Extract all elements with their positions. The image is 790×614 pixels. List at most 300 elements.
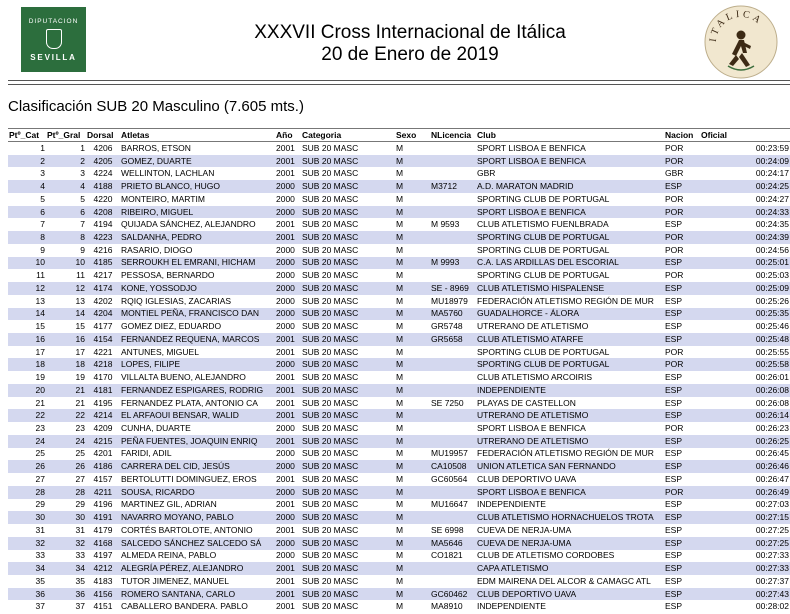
cell-category: SUB 20 MASC	[301, 308, 395, 321]
cell-category: SUB 20 MASC	[302, 499, 359, 510]
cell-pt-gral: 14	[46, 308, 86, 321]
table-row	[8, 320, 790, 333]
cell-nation: ESP	[664, 435, 700, 448]
cell-athlete: GOMEZ DIEZ, EDUARDO	[121, 321, 222, 332]
table-row	[8, 142, 790, 155]
cell-club: INDEPENDIENTE	[477, 499, 546, 510]
cell-category: SUB 20 MASC	[301, 588, 395, 601]
cell-official-time: 00:24:39	[700, 231, 790, 244]
cell-year: 2001	[275, 384, 301, 397]
cell-category: SUB 20 MASC	[301, 562, 395, 575]
cell-year: 2001	[276, 168, 295, 179]
cell-pt-gral: 23	[75, 423, 85, 434]
cell-year: 2001	[276, 397, 295, 408]
classification-subtitle: Clasificación SUB 20 Masculino (7.605 mts.)	[8, 98, 304, 115]
cell-official-time: 00:23:59	[755, 142, 789, 153]
cell-club: SPORTING CLUB DE PORTUGAL	[477, 346, 610, 357]
cell-sex: M	[395, 308, 430, 321]
cell-category: SUB 20 MASC	[302, 270, 359, 281]
cell-club: C.A. LAS ARDILLAS DEL ESCORIAL	[476, 257, 664, 270]
cell-nation: ESP	[664, 180, 700, 193]
cell-dorsal: 4168	[86, 537, 120, 550]
cell-nation: ESP	[665, 321, 683, 332]
cell-year: 2000	[276, 270, 295, 281]
cell-pt-cat: 8	[8, 231, 46, 244]
cell-pt-cat: 16	[8, 333, 46, 346]
cell-dorsal: 4211	[86, 486, 120, 499]
cell-year: 2001	[275, 562, 301, 575]
cell-year: 2001	[276, 524, 295, 535]
cell-category: SUB 20 MASC	[301, 511, 395, 524]
cell-license	[430, 193, 476, 206]
table-row	[8, 346, 790, 359]
cell-nation: ESP	[664, 409, 700, 422]
cell-official-time: 00:27:43	[700, 588, 790, 601]
cell-sex: M	[396, 499, 404, 510]
cell-year: 2000	[275, 358, 301, 371]
cell-pt-cat: 27	[35, 473, 45, 484]
cell-pt-cat: 19	[35, 372, 45, 383]
logo-crest-icon	[46, 29, 62, 49]
cell-category: SUB 20 MASC	[301, 282, 395, 295]
cell-athlete: SALDANHA, PEDRO	[120, 231, 275, 244]
cell-dorsal: 4214	[86, 409, 120, 422]
cell-sex: M	[396, 397, 404, 408]
cell-sex: M	[396, 193, 404, 204]
cell-sex: M	[395, 257, 430, 270]
col-header-pt-gral[interactable]: Ptº_Gral	[46, 129, 86, 142]
cell-nation: ESP	[665, 524, 683, 535]
table-row	[8, 562, 790, 575]
cell-license	[430, 562, 476, 575]
col-header-nacion[interactable]: Nacion	[664, 129, 700, 142]
cell-nation: ESP	[664, 562, 700, 575]
cell-pt-gral: 35	[75, 575, 85, 586]
table-row	[8, 422, 790, 435]
cell-license	[430, 486, 476, 499]
cell-club: UTRERANO DE ATLETISMO	[476, 409, 664, 422]
cell-dorsal: 4174	[86, 282, 120, 295]
cell-license: GR5748	[431, 321, 463, 332]
cell-athlete: RQIQ IGLESIAS, ZACARIAS	[121, 295, 232, 306]
cell-dorsal: 4212	[86, 562, 120, 575]
cell-pt-cat: 3	[40, 168, 45, 179]
diputacion-sevilla-logo	[21, 7, 86, 72]
cell-athlete: CABALLERO BANDERA. PABLO	[121, 601, 248, 612]
cell-year: 2000	[275, 486, 301, 499]
cell-sex: M	[396, 423, 404, 434]
cell-pt-gral: 28	[46, 486, 86, 499]
table-row	[8, 499, 790, 512]
cell-license: M3712	[430, 180, 476, 193]
cell-dorsal: 4216	[93, 244, 113, 255]
cell-official-time: 00:24:09	[700, 155, 790, 168]
col-header-sexo[interactable]: Sexo	[395, 129, 430, 142]
cell-sex: M	[395, 435, 430, 448]
cell-athlete: RIBEIRO, MIGUEL	[120, 206, 275, 219]
cell-club: SPORT LISBOA E BENFICA	[477, 423, 586, 434]
cell-athlete: VILLALTA BUENO, ALEJANDRO	[121, 372, 246, 383]
col-header-pt-cat[interactable]: Ptº_Cat	[8, 129, 46, 142]
cell-year: 2000	[275, 206, 301, 219]
cell-pt-cat: 18	[8, 358, 46, 371]
cell-category: SUB 20 MASC	[301, 486, 395, 499]
cell-athlete: FARIDI, ADIL	[121, 448, 172, 459]
header-rule-top	[8, 80, 790, 81]
table-row	[8, 511, 790, 524]
cell-pt-gral: 13	[75, 295, 85, 306]
cell-sex: M	[396, 346, 404, 357]
cell-nation: ESP	[664, 384, 700, 397]
cell-category: SUB 20 MASC	[302, 448, 359, 459]
cell-club: SPORTING CLUB DE PORTUGAL	[477, 244, 610, 255]
cell-official-time: 00:27:37	[755, 575, 789, 586]
cell-dorsal: 4179	[93, 524, 113, 535]
cell-nation: POR	[664, 155, 700, 168]
cell-club: CUEVA DE NERJA-UMA	[476, 537, 664, 550]
cell-official-time: 00:26:25	[700, 435, 790, 448]
cell-pt-gral: 4	[46, 180, 86, 193]
cell-license: MU16647	[431, 499, 468, 510]
cell-pt-gral: 25	[75, 448, 85, 459]
cell-nation: POR	[664, 358, 700, 371]
cell-pt-gral: 15	[75, 321, 85, 332]
cell-sex: M	[396, 575, 404, 586]
table-row	[8, 473, 790, 486]
cell-dorsal: 4194	[93, 219, 113, 230]
cell-nation: ESP	[665, 219, 683, 230]
cell-pt-gral: 36	[46, 588, 86, 601]
cell-sex: M	[395, 486, 430, 499]
cell-athlete: BARROS, ETSON	[121, 142, 191, 153]
cell-nation: ESP	[665, 601, 683, 612]
cell-sex: M	[396, 448, 404, 459]
cell-license: MU19957	[431, 448, 468, 459]
cell-pt-cat: 14	[8, 308, 46, 321]
table-row	[8, 308, 790, 321]
cell-club: UTRERANO DE ATLETISMO	[477, 321, 589, 332]
cell-club: CAPA ATLETISMO	[476, 562, 664, 575]
cell-year: 2001	[276, 346, 295, 357]
cell-pt-cat: 22	[8, 409, 46, 422]
cell-club: CLUB ATLETISMO HORNACHUELOS TROTA	[476, 511, 664, 524]
table-row	[8, 218, 790, 231]
col-header-nlicencia[interactable]: NLicencia	[430, 129, 476, 142]
cell-year: 2001	[276, 372, 295, 383]
cell-sex: M	[395, 409, 430, 422]
cell-sex: M	[395, 511, 430, 524]
cell-athlete: CORTÉS BARTOLOTE, ANTONIO	[121, 524, 253, 535]
cell-year: 2001	[276, 219, 295, 230]
cell-athlete: FERNANDEZ ESPIGARES, RODRIG	[120, 384, 275, 397]
cell-pt-gral: 11	[76, 270, 85, 281]
cell-athlete: GOMEZ, DUARTE	[120, 155, 275, 168]
cell-pt-gral: 24	[46, 435, 86, 448]
cell-dorsal: 4157	[93, 473, 113, 484]
table-row	[8, 384, 790, 397]
cell-year: 2001	[275, 155, 301, 168]
cell-category: SUB 20 MASC	[302, 601, 359, 612]
cell-dorsal: 4154	[86, 333, 120, 346]
cell-year: 2001	[275, 409, 301, 422]
cell-club: EDM MAIRENA DEL ALCOR & CAMAGC ATL	[477, 575, 651, 586]
cell-year: 2000	[276, 321, 295, 332]
cell-pt-cat: 25	[35, 448, 45, 459]
cell-club: CLUB ATLETISMO ATARFE	[476, 333, 664, 346]
cell-club: GUADALHORCE - ÁLORA	[476, 308, 664, 321]
cell-pt-cat: 26	[8, 460, 46, 473]
cell-category: SUB 20 MASC	[301, 460, 395, 473]
table-row	[8, 244, 790, 257]
table-row	[8, 231, 790, 244]
cell-pt-cat: 11	[36, 270, 45, 281]
cell-athlete: ROMERO SANTANA, CARLO	[120, 588, 275, 601]
cell-dorsal: 4188	[86, 180, 120, 193]
cell-pt-gral: 37	[75, 601, 85, 612]
cell-official-time: 00:24:17	[755, 168, 789, 179]
cell-license: GC60564	[431, 473, 468, 484]
cell-athlete: PESSOSA, BERNARDO	[121, 270, 215, 281]
cell-club: SPORT LISBOA E BENFICA	[476, 155, 664, 168]
cell-category: SUB 20 MASC	[301, 409, 395, 422]
cell-club: INDEPENDIENTE	[477, 601, 546, 612]
cell-club: SPORT LISBOA E BENFICA	[477, 142, 586, 153]
cell-sex: M	[396, 372, 404, 383]
cell-sex: M	[395, 588, 430, 601]
cell-license: MA5760	[430, 308, 476, 321]
cell-sex: M	[396, 550, 404, 561]
cell-nation: ESP	[665, 473, 683, 484]
col-header-dorsal[interactable]: Dorsal	[86, 129, 120, 142]
cell-club: UTRERANO DE ATLETISMO	[476, 435, 664, 448]
cell-nation: POR	[665, 346, 684, 357]
cell-dorsal: 4204	[86, 308, 120, 321]
cell-pt-gral: 12	[46, 282, 86, 295]
cell-year: 2001	[275, 435, 301, 448]
table-row	[8, 435, 790, 448]
cell-pt-gral: 5	[80, 193, 85, 204]
cell-nation: ESP	[664, 588, 700, 601]
cell-dorsal: 4208	[86, 206, 120, 219]
cell-sex: M	[396, 524, 404, 535]
cell-category: SUB 20 MASC	[301, 180, 395, 193]
col-header-ano[interactable]: Año	[275, 129, 301, 142]
cell-official-time: 00:27:15	[700, 511, 790, 524]
table-row	[8, 448, 790, 461]
cell-category: SUB 20 MASC	[301, 257, 395, 270]
cell-official-time: 00:25:09	[700, 282, 790, 295]
cell-sex: M	[395, 562, 430, 575]
cell-license	[430, 269, 476, 282]
cell-nation: POR	[665, 423, 684, 434]
cell-official-time: 00:27:03	[755, 499, 789, 510]
table-row	[8, 575, 790, 588]
cell-license: GR5658	[430, 333, 476, 346]
cell-sex: M	[395, 155, 430, 168]
cell-pt-gral: 30	[46, 511, 86, 524]
cell-nation: POR	[665, 193, 684, 204]
table-row	[8, 167, 790, 180]
cell-athlete: TUTOR JIMENEZ, MANUEL	[121, 575, 229, 586]
cell-athlete: FERNANDEZ PLATA, ANTONIO CA	[121, 397, 258, 408]
cell-sex: M	[396, 473, 404, 484]
cell-sex: M	[395, 333, 430, 346]
cell-nation: ESP	[665, 575, 683, 586]
cell-license	[430, 358, 476, 371]
cell-official-time: 00:24:25	[700, 180, 790, 193]
cell-category: SUB 20 MASC	[302, 244, 359, 255]
table-row	[8, 269, 790, 282]
cell-sex: M	[396, 295, 404, 306]
cell-sex: M	[396, 168, 404, 179]
cell-category: SUB 20 MASC	[302, 575, 359, 586]
cell-year: 2000	[276, 193, 295, 204]
cell-club: GBR	[477, 168, 496, 179]
cell-nation: POR	[665, 244, 684, 255]
cell-pt-gral: 33	[75, 550, 85, 561]
cell-club: CLUB DE ATLETISMO CORDOBES	[477, 550, 615, 561]
cell-pt-cat: 5	[40, 193, 45, 204]
cell-dorsal: 4217	[93, 270, 113, 281]
col-header-oficial[interactable]: Oficial	[700, 129, 790, 142]
cell-year: 2000	[275, 308, 301, 321]
cell-pt-cat: 17	[35, 346, 45, 357]
cell-club: PLAYAS DE CASTELLON	[477, 397, 576, 408]
cell-official-time: 00:26:08	[755, 397, 789, 408]
cell-pt-gral: 17	[75, 346, 85, 357]
cell-athlete: SERROUKH EL EMRANI, HICHAM	[120, 257, 275, 270]
cell-athlete: MONTIEL PEÑA, FRANCISCO DAN	[120, 308, 275, 321]
cell-nation: ESP	[665, 448, 683, 459]
page-date: 20 de Enero de 2019	[321, 44, 499, 65]
cell-license	[430, 231, 476, 244]
cell-athlete: SOUSA, RICARDO	[120, 486, 275, 499]
cell-athlete: RASARIO, DIOGO	[121, 244, 193, 255]
cell-license	[430, 142, 476, 155]
cell-pt-cat: 21	[35, 397, 45, 408]
cell-category: SUB 20 MASC	[301, 358, 395, 371]
cell-athlete: NAVARRO MOYANO, PABLO	[120, 511, 275, 524]
cell-club: CUEVA DE NERJA-UMA	[477, 524, 572, 535]
table-row	[8, 155, 790, 168]
cell-year: 2000	[275, 537, 301, 550]
cell-pt-gral: 34	[46, 562, 86, 575]
table-row	[8, 206, 790, 219]
cell-year: 2000	[275, 257, 301, 270]
cell-official-time: 00:25:48	[700, 333, 790, 346]
cell-dorsal: 4156	[86, 588, 120, 601]
cell-nation: POR	[664, 206, 700, 219]
logo-top-text: DIPUTACION	[28, 17, 79, 25]
cell-sex: M	[396, 142, 404, 153]
cell-official-time: 00:25:35	[700, 308, 790, 321]
cell-category: SUB 20 MASC	[301, 435, 395, 448]
cell-nation: ESP	[664, 537, 700, 550]
cell-category: SUB 20 MASC	[301, 537, 395, 550]
cell-club: SPORT LISBOA E BENFICA	[476, 486, 664, 499]
cell-official-time: 00:27:33	[700, 562, 790, 575]
header-rule-bottom	[8, 84, 790, 85]
cell-pt-gral: 7	[80, 219, 85, 230]
cell-license	[430, 511, 476, 524]
cell-official-time: 00:25:58	[700, 358, 790, 371]
cell-athlete: CUNHA, DUARTE	[121, 423, 191, 434]
cell-club: SPORTING CLUB DE PORTUGAL	[477, 270, 610, 281]
cell-category: SUB 20 MASC	[302, 321, 359, 332]
cell-official-time: 00:24:33	[700, 206, 790, 219]
cell-nation: GBR	[665, 168, 684, 179]
cell-license	[430, 384, 476, 397]
cell-pt-cat: 4	[8, 180, 46, 193]
cell-license: M 9593	[431, 219, 460, 230]
cell-athlete: WELLINTON, LACHLAN	[121, 168, 215, 179]
cell-category: SUB 20 MASC	[302, 397, 359, 408]
cell-sex: M	[395, 460, 430, 473]
cell-dorsal: 4220	[93, 193, 113, 204]
cell-year: 2000	[276, 448, 295, 459]
cell-license: CO1821	[431, 550, 463, 561]
table-row	[8, 193, 790, 206]
cell-nation: ESP	[664, 511, 700, 524]
cell-official-time: 00:26:45	[755, 448, 789, 459]
cell-sex: M	[396, 270, 404, 281]
col-header-categoria[interactable]: Categoria	[301, 129, 395, 142]
cell-pt-cat: 30	[8, 511, 46, 524]
cell-pt-gral: 2	[46, 155, 86, 168]
cell-category: SUB 20 MASC	[302, 219, 359, 230]
cell-dorsal: 4205	[86, 155, 120, 168]
cell-club: SPORTING CLUB DE PORTUGAL	[476, 231, 664, 244]
cell-category: SUB 20 MASC	[302, 142, 359, 153]
cell-club: CLUB DEPORTIVO UAVA	[477, 473, 577, 484]
cell-pt-cat: 31	[35, 524, 45, 535]
table-row	[8, 333, 790, 346]
cell-license	[430, 155, 476, 168]
cell-sex: M	[396, 601, 404, 612]
cell-dorsal: 4209	[93, 423, 113, 434]
col-header-atletas[interactable]: Atletas	[120, 129, 275, 142]
table-row	[8, 371, 790, 384]
cell-dorsal: 4185	[86, 257, 120, 270]
cell-athlete: ALMEDA REINA, PABLO	[121, 550, 217, 561]
cell-pt-cat: 32	[8, 537, 46, 550]
cell-license	[430, 206, 476, 219]
cell-dorsal: 4224	[93, 168, 113, 179]
cell-pt-gral: 22	[46, 409, 86, 422]
cell-dorsal: 4181	[86, 384, 120, 397]
cell-pt-gral: 26	[46, 460, 86, 473]
cell-pt-cat: 28	[8, 486, 46, 499]
col-header-club[interactable]: Club	[476, 129, 664, 142]
cell-official-time: 00:26:08	[700, 384, 790, 397]
cell-dorsal: 4195	[93, 397, 113, 408]
cell-year: 2001	[276, 575, 295, 586]
cell-license	[430, 346, 476, 359]
cell-club: CLUB ATLETISMO ARCOIRIS	[477, 372, 593, 383]
cell-year: 2001	[276, 499, 295, 510]
cell-official-time: 00:26:23	[755, 423, 789, 434]
table-row	[8, 600, 790, 613]
cell-license	[430, 167, 476, 180]
cell-official-time: 00:24:35	[755, 219, 789, 230]
cell-nation: ESP	[665, 499, 683, 510]
table-row	[8, 460, 790, 473]
cell-category: SUB 20 MASC	[302, 372, 359, 383]
cell-club: CLUB ATLETISMO HISPALENSE	[476, 282, 664, 295]
cell-license: MA5646	[430, 537, 476, 550]
cell-year: 2000	[276, 550, 295, 561]
cell-year: 2000	[275, 282, 301, 295]
